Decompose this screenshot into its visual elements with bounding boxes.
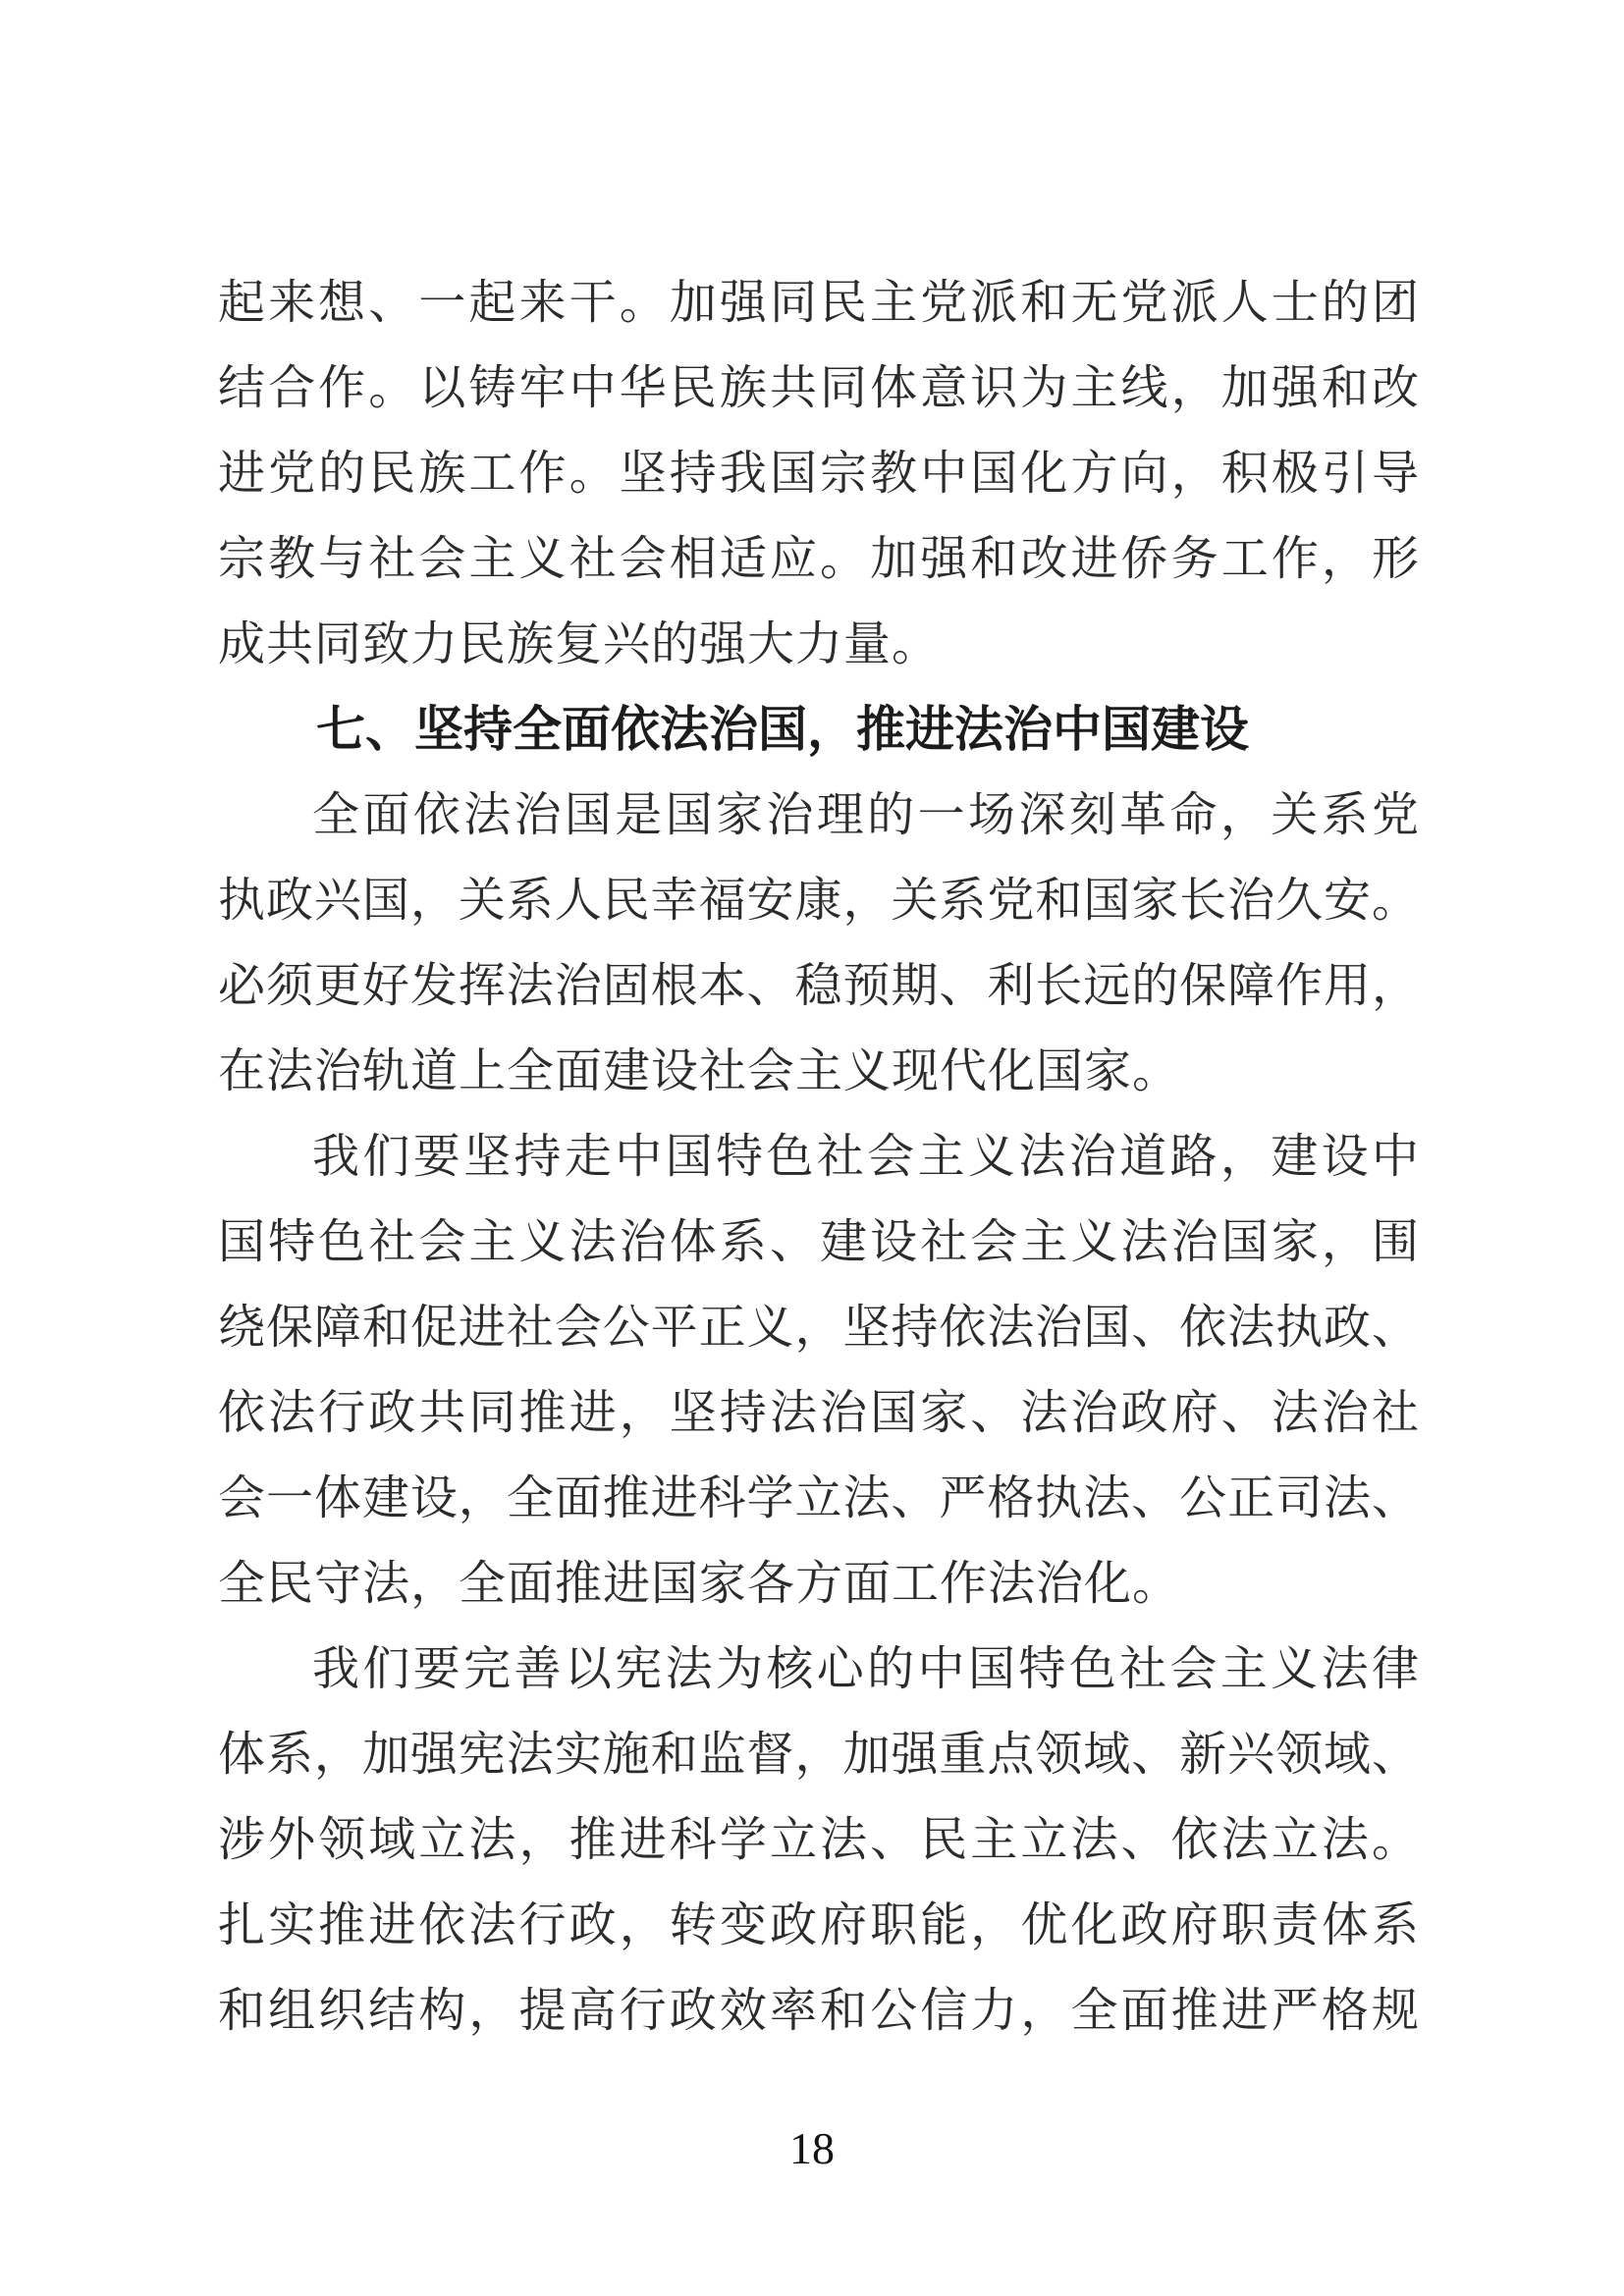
text-line: 会一体建设，全面推进科学立法、严格执法、公正司法、	[218, 1472, 1419, 1524]
text-line: 依法行政共同推进，坚持法治国家、法治政府、法治社	[218, 1387, 1419, 1439]
text-line: 必须更好发挥法治固根本、稳预期、利长远的保障作用，	[218, 960, 1419, 1012]
text-line: 结合作。以铸牢中华民族共同体意识为主线，加强和改	[218, 362, 1419, 414]
text-line: 全面依法治国是国家治理的一场深刻革命，关系党	[312, 789, 1419, 841]
text-block	[218, 260, 1419, 2054]
page-number: 18	[789, 2123, 835, 2173]
text-line: 成共同致力民族复兴的强大力量。	[218, 618, 941, 670]
text-line: 我们要坚持走中国特色社会主义法治道路，建设中	[312, 1131, 1419, 1183]
text-line: 绕保障和促进社会公平正义，坚持依法治国、依法执政、	[218, 1302, 1419, 1354]
text-line: 体系，加强宪法实施和监督，加强重点领域、新兴领域、	[218, 1729, 1419, 1781]
text-line: 进党的民族工作。坚持我国宗教中国化方向，积极引导	[218, 448, 1419, 500]
section-heading: 七、坚持全面依法治国，推进法治中国建设	[316, 702, 1249, 757]
text-line: 全民守法，全面推进国家各方面工作法治化。	[218, 1558, 1181, 1610]
text-line: 涉外领域立法，推进科学立法、民主立法、依法立法。	[218, 1814, 1419, 1866]
text-line: 在法治轨道上全面建设社会主义现代化国家。	[218, 1045, 1181, 1097]
text-line: 起来想、一起来干。加强同民主党派和无党派人士的团	[218, 277, 1419, 329]
text-line: 扎实推进依法行政，转变政府职能，优化政府职责体系	[218, 1899, 1419, 1951]
text-line: 宗教与社会主义社会相适应。加强和改进侨务工作，形	[218, 533, 1419, 585]
text-line: 我们要完善以宪法为核心的中国特色社会主义法律	[312, 1643, 1419, 1695]
text-line: 和组织结构，提高行政效率和公信力，全面推进严格规	[218, 1985, 1419, 2037]
text-line: 国特色社会主义法治体系、建设社会主义法治国家，围	[218, 1216, 1419, 1268]
text-line: 执政兴国，关系人民幸福安康，关系党和国家长治久安。	[218, 875, 1419, 927]
